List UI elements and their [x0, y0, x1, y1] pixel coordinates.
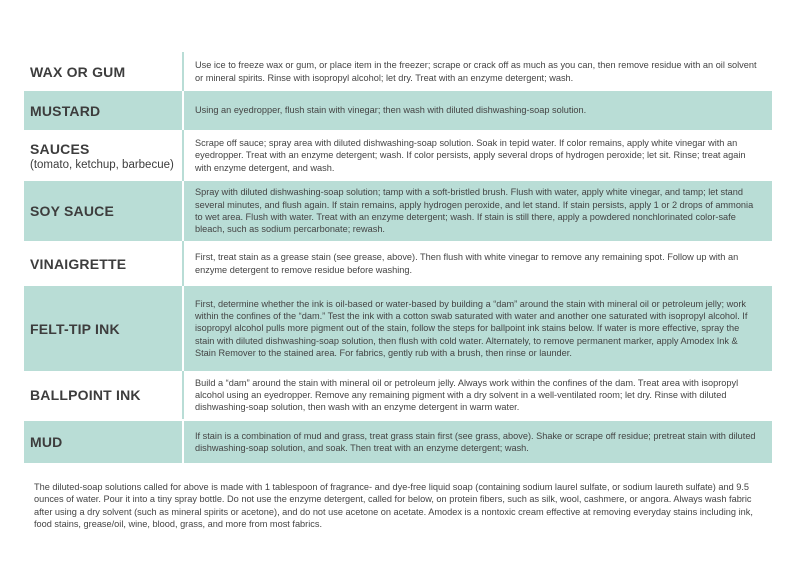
table-row — [24, 371, 772, 419]
stain-label-cell — [24, 130, 184, 181]
stain-label: VINAIGRETTE — [30, 255, 127, 272]
table-row — [24, 52, 772, 91]
instructions-text: First, determine whether the ink is oil-based or water-based by building a “dam” around the stain with mineral oil or petroleum jelly; work within the confines of the “dam.” Test the ink with a cotton swab saturated with water and another one saturated with isopropyl alcohol. If isopropyl alcohol pulls more pigment out of the stain, follow the steps for ballpoint ink stains below. If water is more effective, spray the stain with diluted dishwashing-soap solution, then flush with cold water. Alternately, to remove permanent marker, apply Amodex Ink & Stain Remover to the stained area. For fabrics, gently rub with a brush, then rinse or launder. — [195, 298, 748, 358]
stain-label: SOY SAUCE — [30, 203, 115, 219]
table-row — [24, 91, 772, 130]
instructions-text: Use ice to freeze wax or gum, or place item in the freezer; scrape or crack off as much as you can, then remove residue with an oil solvent or mineral spirits. Rinse with isopropyl alcohol; let dry. Treat with an enzyme detergent; wash. — [195, 60, 757, 83]
stain-sublabel: (tomato, ketchup, barbecue) — [30, 158, 174, 171]
instructions-cell — [184, 91, 772, 130]
table-row — [24, 421, 772, 463]
instructions-text: Build a “dam” around the stain with mineral oil or petroleum jelly. Always work within the confines of the dam. Treat area with isopropyl alcohol using an eyedropper. Remove any remaining pigment with a dry solvent in a well-ventilated room; let dry. Rinse with diluted dishwashing-soap solution, then wash with an enzyme detergent in warm water. — [195, 377, 739, 413]
stain-label-cell — [24, 371, 184, 419]
instructions-text: First, treat stain as a grease stain (see grease, above). Then flush with white vinegar to remove any remaining spot. Follow up with an enzyme detergent to remove residue before washing. — [195, 252, 739, 275]
stain-label: BALLPOINT INK — [30, 387, 141, 403]
stain-label-cell — [24, 52, 184, 91]
table-row — [24, 286, 772, 371]
instructions-text: Using an eyedropper, flush stain with vinegar; then wash with diluted dishwashing-soap solution. — [195, 105, 587, 116]
table-row — [24, 130, 772, 181]
footnote: The diluted-soap solutions called for above is made with 1 tablespoon of fragrance- and dye-free liquid soap (containing sodium laurel sulfate, or sodium laureth sulfate) and 9.5 ounces of water. Pour it into a tiny spray bottle. Do not use the enzyme detergent, called for below, on protein fibers, such as silk, wool, cashmere, or angora. Always wash fabric after using a dry solvent (such as mineral spirits or acetone), and do not use acetone on acetate. Amodex is a nontoxic cream effective at removing everyday stains including ink, food stains, grease/oil, wine, blood, grass, and more from most fabrics. — [34, 482, 753, 530]
instructions-cell — [184, 421, 772, 463]
stain-label: MUD — [30, 434, 63, 450]
instructions-cell — [184, 241, 772, 286]
stain-label: MUSTARD — [30, 102, 101, 119]
stain-label: WAX OR GUM — [30, 63, 126, 80]
stain-label-cell — [24, 91, 184, 130]
table-row — [24, 181, 772, 241]
stain-label-cell — [24, 241, 184, 286]
instructions-text: If stain is a combination of mud and grass, treat grass stain first (see grass, above). Shake or scrape off residue; pretreat stain with diluted dishwashing-soap solution, and soak. Then treat with an enzyme detergent; wash. — [195, 430, 756, 453]
instructions-cell — [184, 181, 772, 241]
instructions-text: Spray with diluted dishwashing-soap solution; tamp with a soft-bristled brush. Flush with water, apply white vinegar, and tamp; let stand several minutes, and flush again. If stain remains, apply hydrogen peroxide, and let stand. If stain persists, apply 1 or 2 drops of ammonia to wet area. Flush with water. Treat with an enzyme detergent; wash. If stain is still there, apply a powdered nonchlorinated color-safe bleach, such as sodium percarbonate; rewash. — [195, 187, 754, 235]
stain-label-cell — [24, 181, 184, 241]
instructions-cell — [184, 371, 772, 419]
stain-label-cell — [24, 286, 184, 371]
instructions-cell — [184, 130, 772, 181]
instructions-cell — [184, 52, 772, 91]
stain-label: FELT-TIP INK — [30, 320, 120, 337]
instructions-text: Scrape off sauce; spray area with diluted dishwashing-soap solution. Soak in tepid water. If color remains, apply white vinegar with an eyedropper. Treat with an enzyme detergent; wash. If color persists, apply several drops of hydrogen peroxide; let sit. Rinse; treat again with enzyme detergent, and wash. — [195, 138, 746, 173]
instructions-cell — [184, 286, 772, 371]
table-row — [24, 241, 772, 286]
stain-label: SAUCES — [30, 140, 90, 157]
stain-label-cell — [24, 421, 184, 463]
